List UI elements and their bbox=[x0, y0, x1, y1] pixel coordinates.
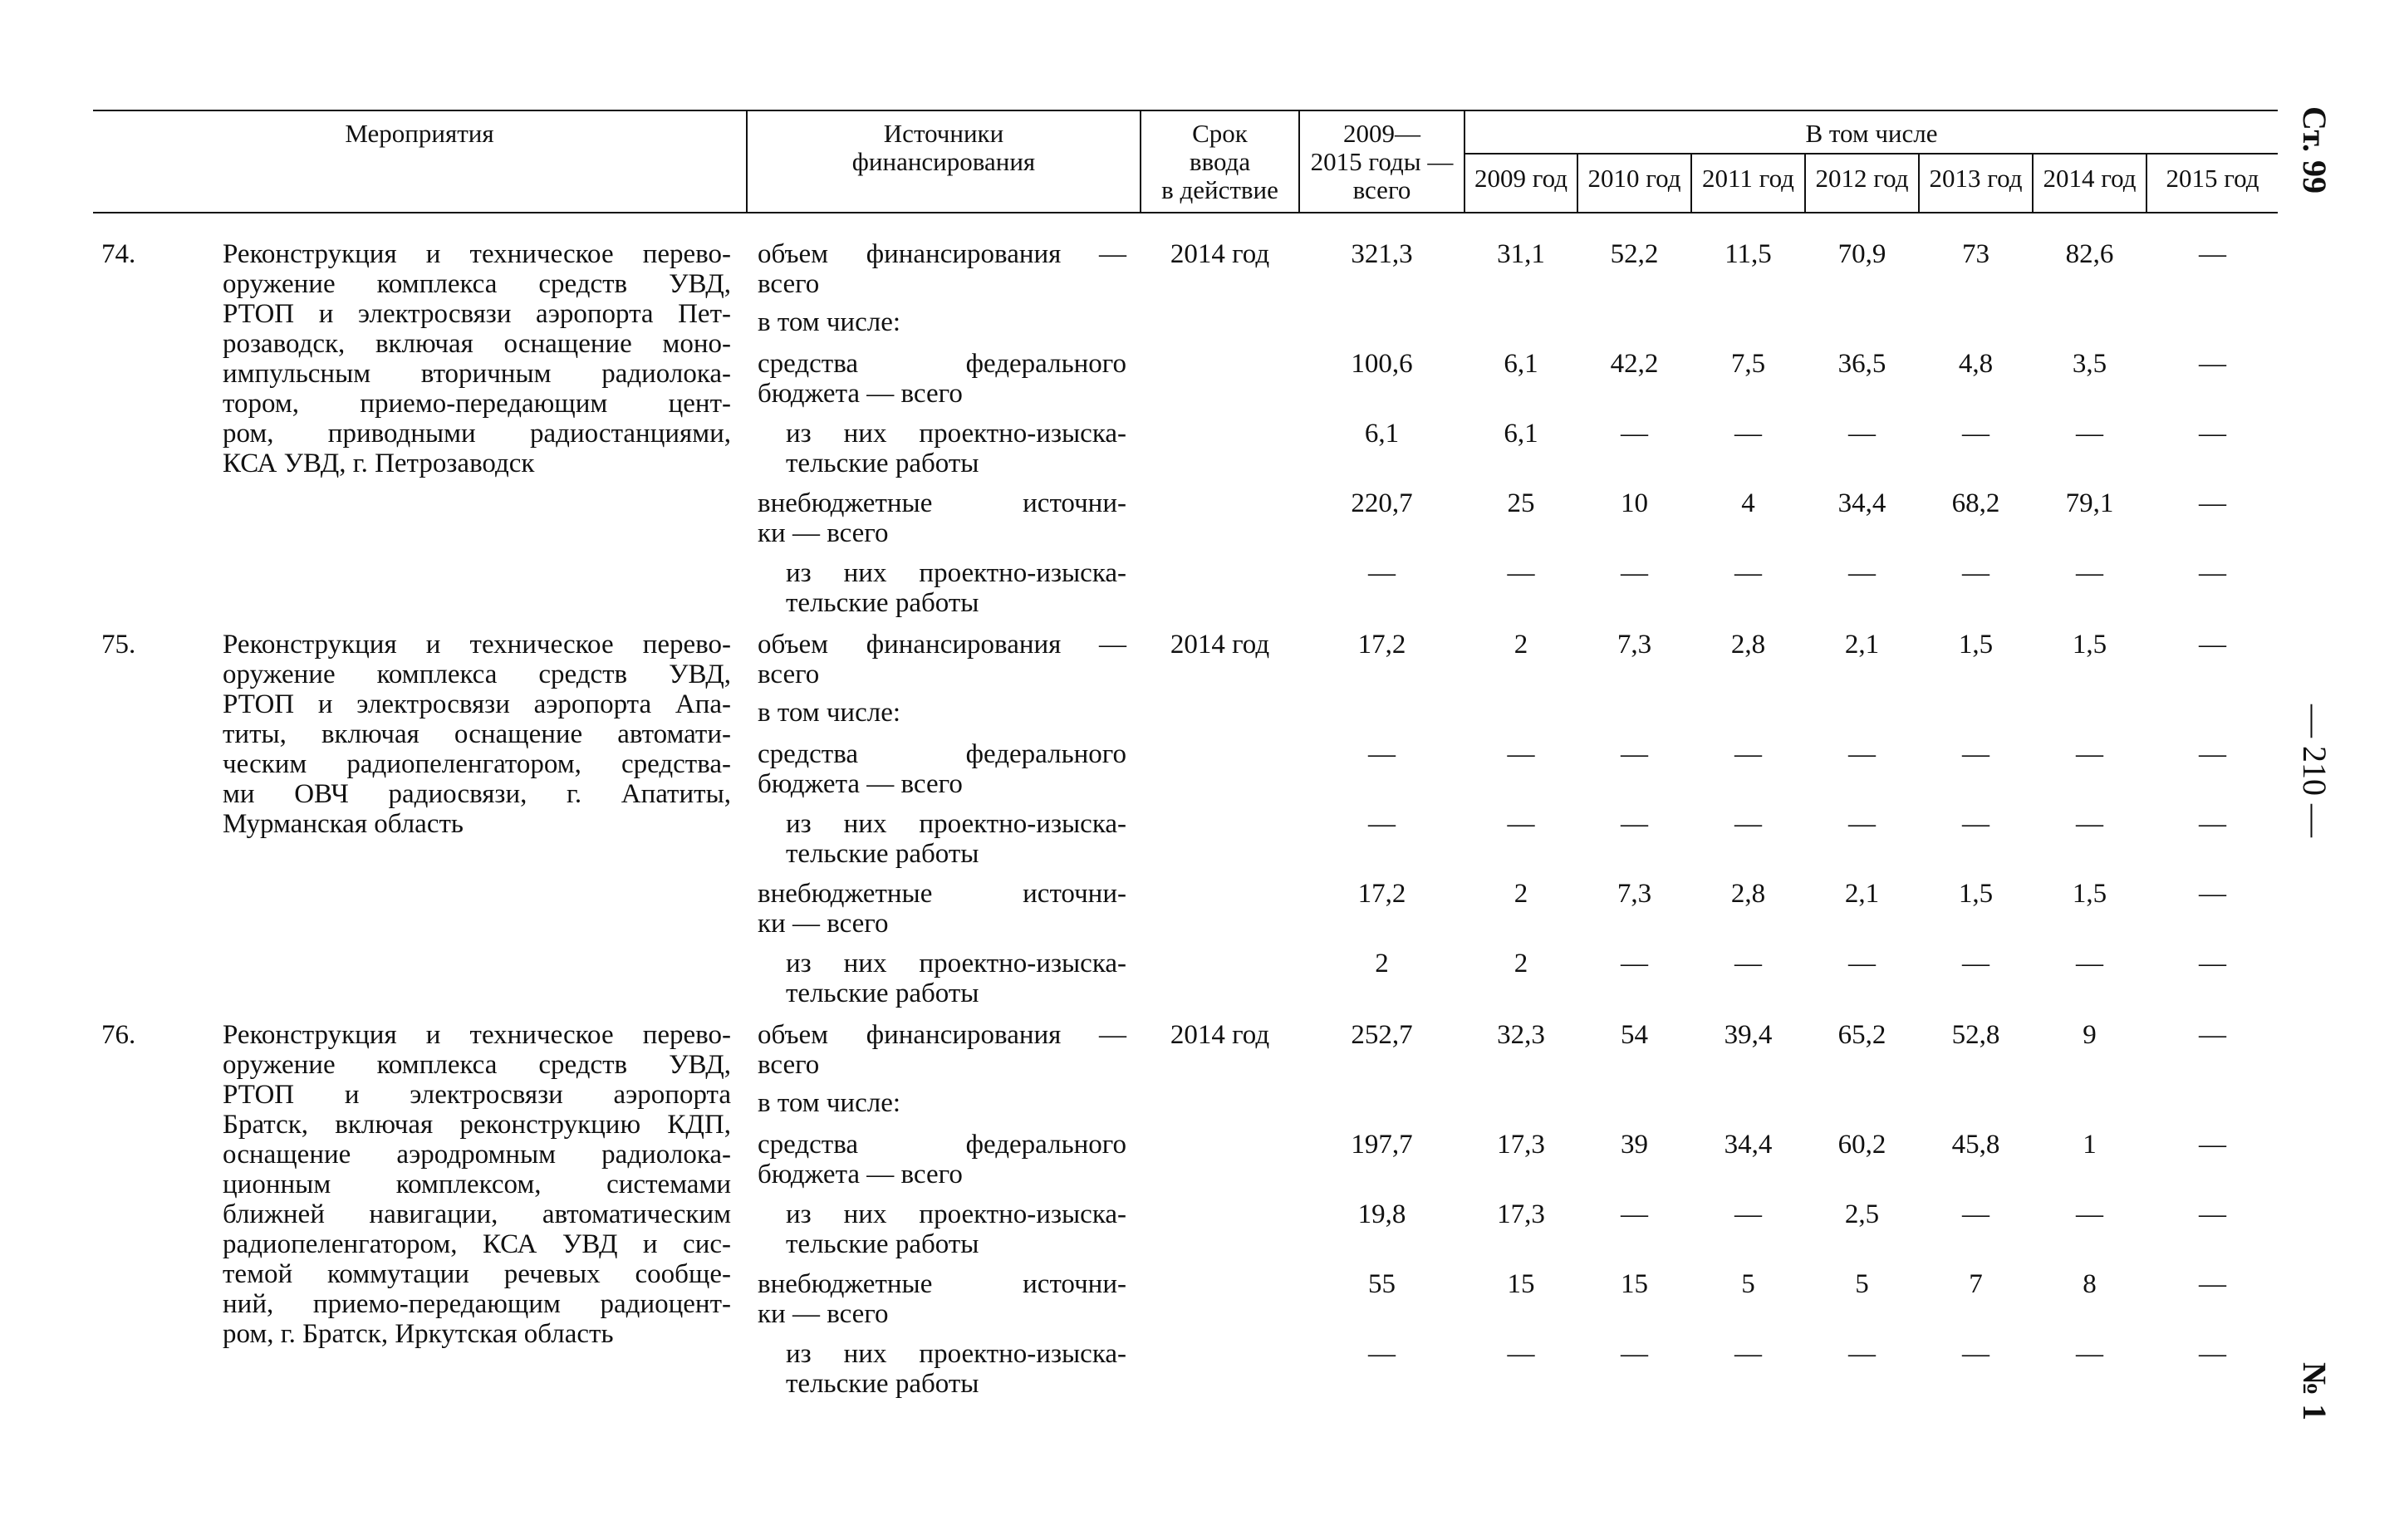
value-year: 3,5 bbox=[2072, 349, 2107, 379]
value-year: — bbox=[2199, 1269, 2226, 1299]
item-title-line: ром, г. Братск, Иркутская область bbox=[223, 1319, 614, 1349]
years-subheader-rule bbox=[1464, 153, 2278, 154]
side-page-number: — 210 — bbox=[2296, 704, 2333, 837]
value-year: — bbox=[1962, 809, 1989, 839]
value-year: — bbox=[2199, 349, 2226, 379]
value-year: — bbox=[1848, 1339, 1876, 1369]
value-year: — bbox=[2199, 1130, 2226, 1160]
item-title-line: титы, включая оснащение автомати- bbox=[223, 719, 731, 749]
value-year: 34,4 bbox=[1837, 488, 1886, 518]
value-year: 65,2 bbox=[1837, 1020, 1886, 1050]
value-year: 68,2 bbox=[1951, 488, 2000, 518]
source-label: объем финансирования — всего bbox=[758, 630, 1126, 689]
value-year: 1,5 bbox=[2072, 879, 2107, 909]
item-title-line: Братск, включая реконструкцию КДП, bbox=[223, 1110, 731, 1140]
value-year: — bbox=[2076, 739, 2103, 769]
value-year: 1,5 bbox=[2072, 630, 2107, 660]
item-title-line: темой коммутации речевых сообще- bbox=[223, 1259, 731, 1289]
source-label: средства федерального бюджета — всего bbox=[758, 1130, 1126, 1189]
value-year: — bbox=[2199, 1339, 2226, 1369]
value-year: 6,1 bbox=[1504, 349, 1538, 379]
item-title-line: оружение комплекса средств УВД, bbox=[223, 269, 731, 299]
item-title bbox=[223, 239, 731, 478]
value-year: 2,8 bbox=[1730, 630, 1766, 660]
item-title-line: Реконструкция и техническое перево- bbox=[223, 239, 731, 269]
side-page-ref: Ст. 99 bbox=[2296, 106, 2333, 194]
value-year: — bbox=[1734, 1199, 1762, 1229]
source-label: в том числе: bbox=[758, 307, 901, 337]
value-year: — bbox=[2199, 558, 2226, 588]
value-year: 17,3 bbox=[1497, 1199, 1545, 1229]
value-year: 2,8 bbox=[1730, 879, 1766, 909]
value-year: 52,8 bbox=[1951, 1020, 2000, 1050]
value-year: — bbox=[1962, 1199, 1989, 1229]
value-year: — bbox=[1621, 739, 1648, 769]
value-total: 252,7 bbox=[1351, 1020, 1413, 1050]
value-year: — bbox=[2076, 809, 2103, 839]
item-title-line: РТОП и электросвязи аэропорта bbox=[223, 1080, 731, 1110]
item-title-line: радиопеленгатором, КСА УВД и сис- bbox=[223, 1229, 731, 1259]
item-title-line: Реконструкция и техническое перево- bbox=[223, 630, 731, 660]
value-year: 2 bbox=[1514, 879, 1528, 909]
source-label: в том числе: bbox=[758, 1088, 901, 1118]
item-title-line: розаводск, включая оснащение моно- bbox=[223, 329, 731, 359]
value-total: — bbox=[1368, 809, 1396, 839]
header-year-2009: 2009 год bbox=[1474, 164, 1568, 193]
value-year: — bbox=[1848, 739, 1876, 769]
value-year: 73 bbox=[1962, 239, 1989, 269]
value-total: 2 bbox=[1375, 949, 1389, 978]
value-year: — bbox=[1734, 419, 1762, 449]
value-year: — bbox=[1962, 949, 1989, 978]
value-year: 7,3 bbox=[1617, 879, 1652, 909]
value-year: 70,9 bbox=[1837, 239, 1886, 269]
value-year: 2 bbox=[1514, 630, 1528, 660]
header-measures: Мероприятия bbox=[345, 119, 494, 148]
value-year: — bbox=[1962, 558, 1989, 588]
value-year: 5 bbox=[1741, 1269, 1755, 1299]
source-label: внебюджетные источни- ки — всего bbox=[758, 879, 1126, 939]
value-year: 52,2 bbox=[1610, 239, 1659, 269]
value-year: 6,1 bbox=[1504, 419, 1538, 449]
header-year-2014: 2014 год bbox=[2043, 164, 2137, 193]
source-label: средства федерального бюджета — всего bbox=[758, 739, 1126, 799]
value-total: — bbox=[1368, 558, 1396, 588]
value-year: — bbox=[2199, 630, 2226, 660]
header-year-2012: 2012 год bbox=[1815, 164, 1909, 193]
value-year: 9 bbox=[2083, 1020, 2097, 1050]
item-title-line: Реконструкция и техническое перево- bbox=[223, 1020, 731, 1050]
table-header-bottom-rule bbox=[93, 212, 2278, 213]
value-year: 54 bbox=[1621, 1020, 1648, 1050]
value-year: — bbox=[2199, 739, 2226, 769]
value-year: — bbox=[2076, 558, 2103, 588]
item-number: 75. bbox=[101, 630, 136, 660]
value-year: — bbox=[1507, 809, 1535, 839]
value-year: 42,2 bbox=[1610, 349, 1659, 379]
value-year: — bbox=[2199, 488, 2226, 518]
source-label: объем финансирования — всего bbox=[758, 1020, 1126, 1080]
value-total: 100,6 bbox=[1351, 349, 1413, 379]
header-total: 2009— 2015 годы — всего bbox=[1310, 119, 1454, 204]
item-title-line: ближней навигации, автоматическим bbox=[223, 1199, 731, 1229]
value-year: — bbox=[1734, 809, 1762, 839]
value-year: 2 bbox=[1514, 949, 1528, 978]
value-year: — bbox=[1848, 949, 1876, 978]
header-sources: Источники финансирования bbox=[851, 119, 1036, 176]
value-year: 2,1 bbox=[1844, 879, 1880, 909]
source-label: внебюджетные источни- ки — всего bbox=[758, 1269, 1126, 1329]
value-year: — bbox=[1621, 1339, 1648, 1369]
header-year-2013: 2013 год bbox=[1929, 164, 2023, 193]
value-year: 2,5 bbox=[1844, 1199, 1880, 1229]
value-year: 36,5 bbox=[1837, 349, 1886, 379]
item-number: 74. bbox=[101, 239, 136, 269]
source-label: из них проектно-изыска- тельские работы bbox=[786, 1339, 1126, 1399]
value-year: 39,4 bbox=[1724, 1020, 1773, 1050]
value-year: — bbox=[1621, 419, 1648, 449]
value-year: 8 bbox=[2083, 1269, 2097, 1299]
item-title-line: ческим радиопеленгатором, средства- bbox=[223, 749, 731, 779]
value-total: 321,3 bbox=[1351, 239, 1413, 269]
item-title-line: ми ОВЧ радиосвязи, г. Апатиты, bbox=[223, 779, 731, 809]
item-title-line: РТОП и электросвязи аэропорта Апа- bbox=[223, 689, 731, 719]
value-year: 39 bbox=[1621, 1130, 1648, 1160]
value-year: — bbox=[1507, 1339, 1535, 1369]
source-label: внебюджетные источни- ки — всего bbox=[758, 488, 1126, 548]
source-label: из них проектно-изыска- тельские работы bbox=[786, 949, 1126, 1008]
value-year: — bbox=[1507, 558, 1535, 588]
value-year: 31,1 bbox=[1497, 239, 1545, 269]
value-year: — bbox=[1848, 558, 1876, 588]
value-year: 1,5 bbox=[1958, 630, 1994, 660]
value-year: 4 bbox=[1741, 488, 1755, 518]
value-year: 17,3 bbox=[1497, 1130, 1545, 1160]
item-term: 2014 год bbox=[1170, 239, 1270, 269]
item-title bbox=[223, 630, 731, 839]
source-label: в том числе: bbox=[758, 698, 901, 728]
item-title-line: оружение комплекса средств УВД, bbox=[223, 660, 731, 689]
value-year: — bbox=[1734, 739, 1762, 769]
item-title-line: КСА УВД, г. Петрозаводск bbox=[223, 449, 535, 478]
header-year-2010: 2010 год bbox=[1587, 164, 1681, 193]
table-top-rule bbox=[93, 110, 2278, 111]
item-title-line: тором, приемо-передающим цент- bbox=[223, 389, 731, 419]
value-year: 32,3 bbox=[1497, 1020, 1545, 1050]
side-issue-number: № 1 bbox=[2296, 1362, 2333, 1421]
source-label: из них проектно-изыска- тельские работы bbox=[786, 419, 1126, 478]
value-year: 79,1 bbox=[2065, 488, 2114, 518]
header-year-2011: 2011 год bbox=[1702, 164, 1794, 193]
value-year: — bbox=[2199, 419, 2226, 449]
value-year: — bbox=[1962, 1339, 1989, 1369]
value-year: 10 bbox=[1621, 488, 1648, 518]
item-term: 2014 год bbox=[1170, 630, 1270, 660]
value-year: — bbox=[1962, 739, 1989, 769]
value-total: 6,1 bbox=[1364, 419, 1400, 449]
source-label: средства федерального бюджета — всего bbox=[758, 349, 1126, 409]
value-year: 15 bbox=[1621, 1269, 1648, 1299]
value-year: — bbox=[1962, 419, 1989, 449]
item-number: 76. bbox=[101, 1020, 136, 1050]
item-title-line: импульсным вторичным радиолока- bbox=[223, 359, 731, 389]
source-label: из них проектно-изыска- тельские работы bbox=[786, 809, 1126, 869]
value-year: 60,2 bbox=[1837, 1130, 1886, 1160]
value-year: — bbox=[1848, 809, 1876, 839]
value-year: 1 bbox=[2083, 1130, 2097, 1160]
item-title-line: ром, приводными радиостанциями, bbox=[223, 419, 731, 449]
value-year: 45,8 bbox=[1951, 1130, 2000, 1160]
value-year: — bbox=[1621, 1199, 1648, 1229]
value-year: — bbox=[1734, 558, 1762, 588]
value-year: 2,1 bbox=[1844, 630, 1880, 660]
header-term: Срок ввода в действие bbox=[1161, 119, 1278, 204]
header-year-2015: 2015 год bbox=[2166, 164, 2259, 193]
value-year: 15 bbox=[1507, 1269, 1535, 1299]
value-total: 17,2 bbox=[1357, 630, 1406, 660]
value-year: 11,5 bbox=[1725, 239, 1772, 269]
value-year: 82,6 bbox=[2065, 239, 2114, 269]
value-year: — bbox=[1621, 558, 1648, 588]
value-total: — bbox=[1368, 1339, 1396, 1369]
item-title-line: Мурманская область bbox=[223, 809, 464, 839]
item-title-line: оснащение аэродромным радиолока- bbox=[223, 1140, 731, 1170]
value-year: — bbox=[1621, 809, 1648, 839]
value-year: — bbox=[2076, 1199, 2103, 1229]
value-total: 197,7 bbox=[1351, 1130, 1413, 1160]
value-year: 4,8 bbox=[1958, 349, 1994, 379]
header-including: В том числе bbox=[1805, 119, 1938, 148]
item-title-line: ционным комплексом, системами bbox=[223, 1170, 731, 1199]
value-year: — bbox=[1507, 739, 1535, 769]
value-year: 34,4 bbox=[1724, 1130, 1773, 1160]
value-year: 7,5 bbox=[1730, 349, 1766, 379]
value-total: 220,7 bbox=[1351, 488, 1413, 518]
value-total: 17,2 bbox=[1357, 879, 1406, 909]
value-year: — bbox=[1848, 419, 1876, 449]
source-label: из них проектно-изыска- тельские работы bbox=[786, 1199, 1126, 1259]
value-year: — bbox=[2199, 879, 2226, 909]
value-year: — bbox=[1621, 949, 1648, 978]
value-total: 55 bbox=[1368, 1269, 1396, 1299]
value-year: — bbox=[1734, 949, 1762, 978]
item-title bbox=[223, 1020, 731, 1349]
value-year: 7,3 bbox=[1617, 630, 1652, 660]
value-year: — bbox=[2199, 1020, 2226, 1050]
source-label: из них проектно-изыска- тельские работы bbox=[786, 558, 1126, 618]
value-year: — bbox=[2076, 1339, 2103, 1369]
item-term: 2014 год bbox=[1170, 1020, 1270, 1050]
source-label: объем финансирования — всего bbox=[758, 239, 1126, 299]
value-year: — bbox=[2199, 949, 2226, 978]
value-year: — bbox=[2076, 949, 2103, 978]
value-year: 25 bbox=[1507, 488, 1535, 518]
value-year: — bbox=[2199, 809, 2226, 839]
item-title-line: ний, приемо-передающим радиоцент- bbox=[223, 1289, 731, 1319]
value-total: — bbox=[1368, 739, 1396, 769]
value-year: 5 bbox=[1855, 1269, 1869, 1299]
value-year: 1,5 bbox=[1958, 879, 1994, 909]
value-year: — bbox=[2199, 1199, 2226, 1229]
item-title-line: оружение комплекса средств УВД, bbox=[223, 1050, 731, 1080]
value-year: — bbox=[2199, 239, 2226, 269]
value-year: 7 bbox=[1969, 1269, 1983, 1299]
item-title-line: РТОП и электросвязи аэропорта Пет- bbox=[223, 299, 731, 329]
value-total: 19,8 bbox=[1357, 1199, 1406, 1229]
value-year: — bbox=[1734, 1339, 1762, 1369]
value-year: — bbox=[2076, 419, 2103, 449]
